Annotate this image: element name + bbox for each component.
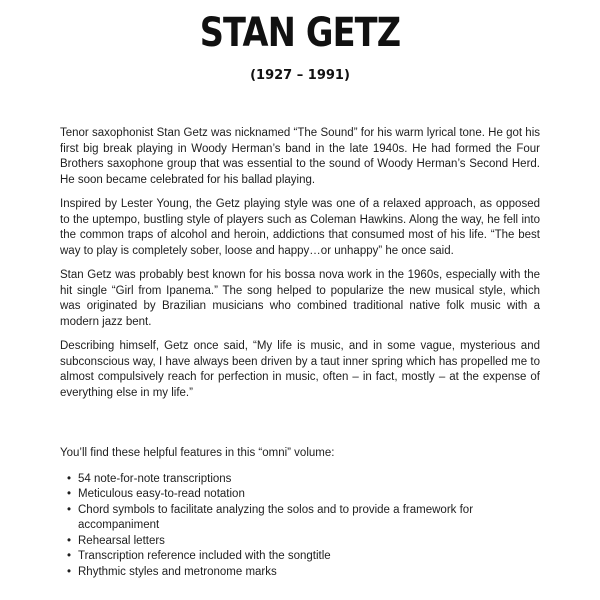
feature-list-item [60,534,540,550]
feature-list-item [60,565,540,581]
biography-paragraph: Tenor saxophonist Stan Getz was nicknamed “The Sound” for his warm lyrical tone. He got his first big break playing in Woody Herman’s band in the late 1940s. He had formed the Four Brothers saxophone group that was essential to the sound of Woody Herman’s Second Herd. He soon became celebrated for his ballad playing. [60,127,540,186]
bullet-icon: • [66,550,72,562]
feature-list-item [60,503,540,534]
page-title: STAN GETZ [199,10,401,56]
feature-list-item [60,549,540,565]
bullet-icon: • [66,488,72,500]
bullet-icon: • [66,503,72,516]
feature-list [60,472,540,581]
bullet-icon: • [66,534,72,547]
bullet-icon: • [66,472,72,485]
feature-text: Chord symbols to facilitate analyzing the solos and to provide a framework for accompaniment [78,503,474,531]
feature-text: Rhythmic styles and metronome marks [78,565,277,578]
features-section [60,446,540,580]
feature-text: Transcription reference included with the songtitle [78,550,331,562]
biography-section [60,126,540,410]
life-dates: (1927 – 1991) [250,68,350,83]
bullet-icon: • [66,565,72,578]
feature-text: 54 note-for-note transcriptions [78,472,232,485]
biography-paragraph: Describing himself, Getz once said, “My life is music, and in some vague, mysterious and subconscious way, I have always been driven by a taut inner spring which has propelled me to almost compulsively reach for perfection in music, often – in fact, mostly – at the expense of everything else in my life.” [60,340,540,399]
feature-list-item [60,472,540,488]
feature-text: Meticulous easy-to-read notation [78,488,245,500]
biography-paragraph: Stan Getz was probably best known for his bossa nova work in the 1960s, especially with the hit single “Girl from Ipanema.” The song helped to popularize the new musical style, which was originated by Brazilian musicians who combined traditional native folk music with a modern jazz bent. [60,269,540,328]
biography-paragraph: Inspired by Lester Young, the Getz playing style was one of a relaxed approach, as opposed to the uptempo, bustling style of players such as Coleman Hawkins. Along the way, he fell into the common traps of alcohol and heroin, addictions that consumed most of his life. “The best way to play is completely sober, loose and happy…or unhappy” he once said. [60,198,540,257]
feature-list-item [60,487,540,503]
features-intro: You’ll find these helpful features in this “omni” volume: [60,447,335,459]
feature-text: Rehearsal letters [78,534,165,547]
